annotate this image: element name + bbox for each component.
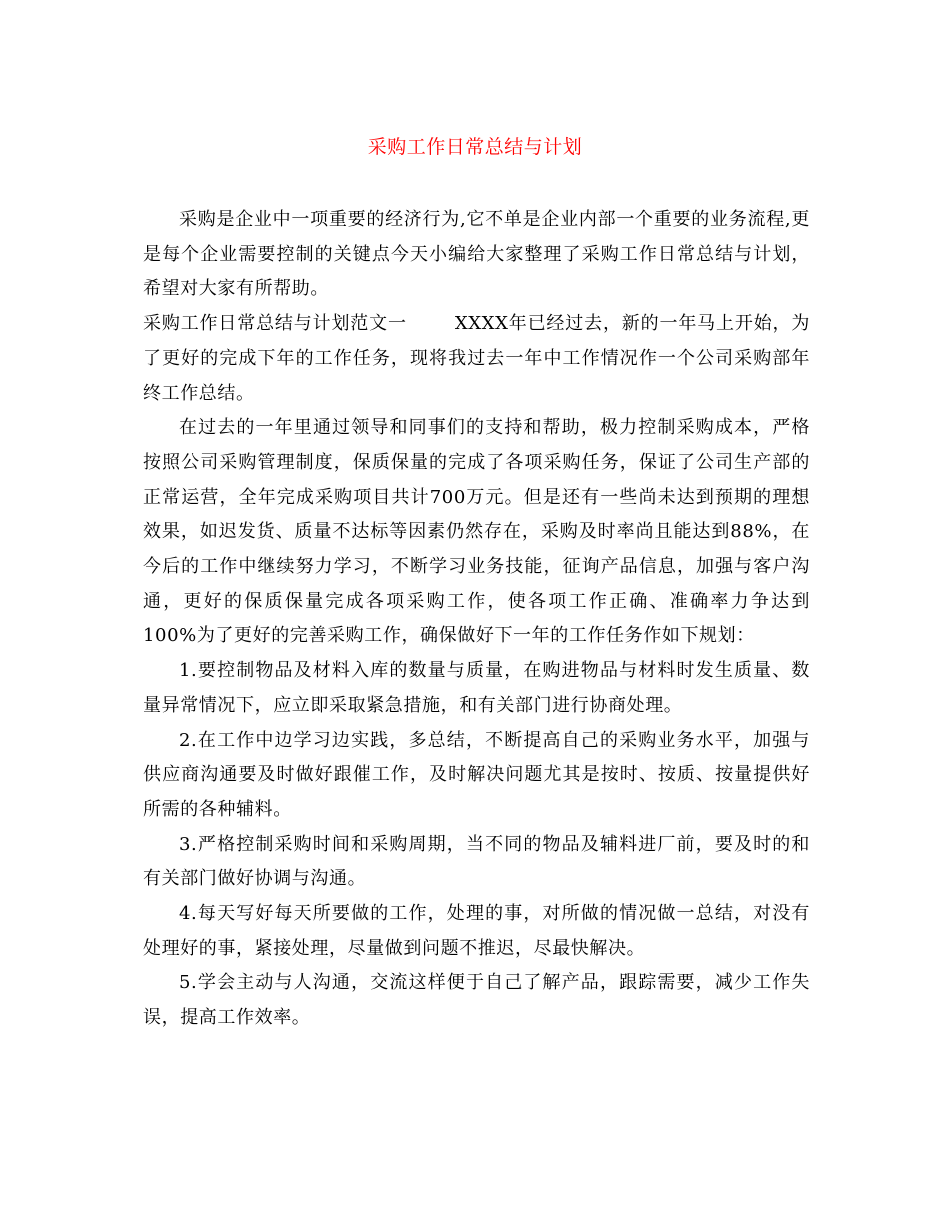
plan-item-1: 1.要控制物品及材料入库的数量与质量，在购进物品与材料时发生质量、数量异常情况下，应立即采取紧急措施，和有关部门进行协商处理。 — [143, 660, 810, 716]
plan-item-3: 3.严格控制采购时间和采购周期，当不同的物品及辅料进厂前，要及时的和有关部门做好协调与沟通。 — [143, 833, 810, 890]
plan-item-4: 4.每天写好每天所要做的工作，处理的事，对所做的情况做一总结，对没有处理好的事，紧接处理，尽量做到问题不推迟，尽最快解决。 — [143, 903, 810, 959]
sample-paragraph — [143, 307, 810, 411]
document-title: 采购工作日常总结与计划 — [367, 136, 583, 158]
sample-heading: 采购工作日常总结与计划范文一 — [143, 313, 407, 335]
plan-item-2: 2.在工作中边学习边实践，多总结，不断提高自己的采购业务水平，加强与供应商沟通要及时做好跟催工作，及时解决问题尤其是按时、按质、按量提供好所需的各种辅料。 — [143, 729, 810, 820]
sample-opening: XXXX年已经过去，新的一年马上开始，为了更好的完成下年的工作任务，现将我过去一年中工作情况作一个公司采购部年终工作总结。 — [143, 313, 810, 404]
document-body — [143, 203, 810, 1036]
review-paragraph: 在过去的一年里通过领导和同事们的支持和帮助，极力控制采购成本，严格按照公司采购管理制度，保质保量的完成了各项采购任务，保证了公司生产部的正常运营，全年完成采购项目共计700万元。但是还有一些尚未达到预期的理想效果，如迟发货、质量不达标等因素仍然存在，采购及时率尚且能达到88%，在今后的工作中继续努力学习，不断学习业务技能，征询产品信息，加强与客户沟通，更好的保质保量完成各项采购工作，使各项工作正确、准确率力争达到100%为了更好的完善采购工作，确保做好下一年的工作任务作如下规划： — [143, 417, 810, 647]
intro-paragraph: 采购是企业中一项重要的经济行为,它不单是企业内部一个重要的业务流程,更是每个企业需要控制的关键点今天小编给大家整理了采购工作日常总结与计划，希望对大家有所帮助。 — [143, 209, 810, 300]
plan-item-5: 5.学会主动与人沟通，交流这样便于自己了解产品，跟踪需要，减少工作失误，提高工作效率。 — [143, 972, 810, 1029]
